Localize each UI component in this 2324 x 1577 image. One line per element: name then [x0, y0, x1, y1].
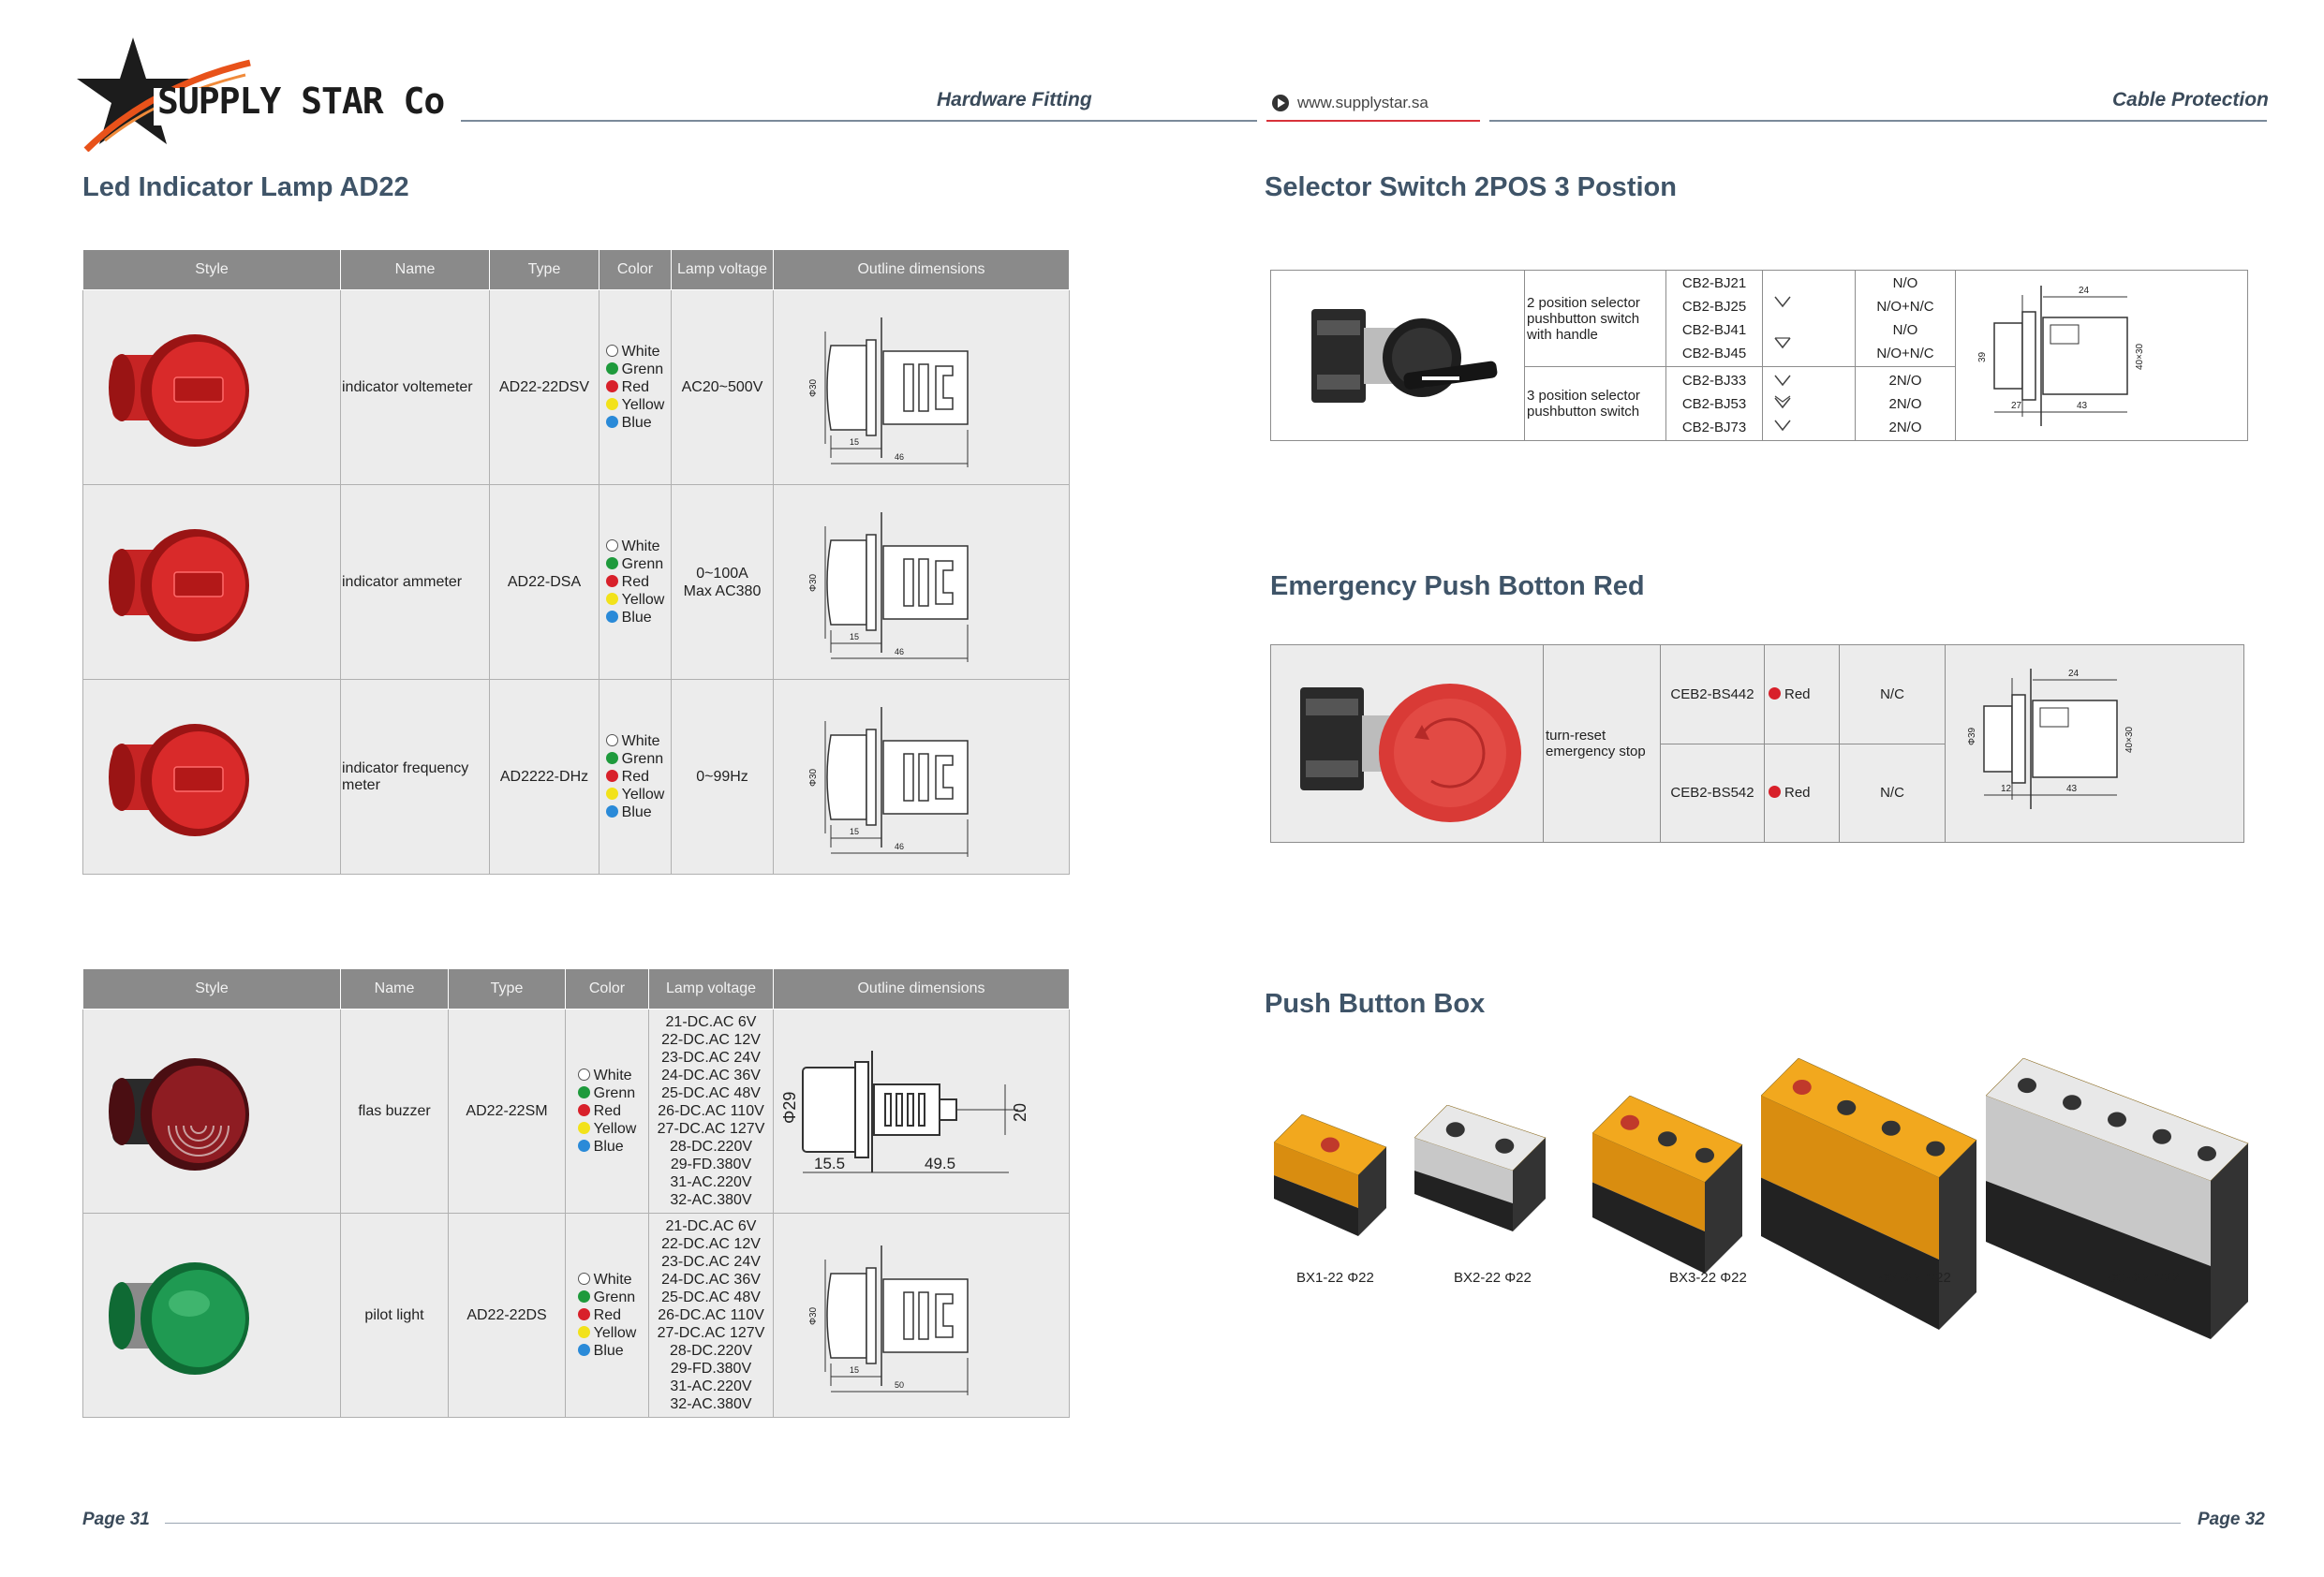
dimension-label: 43 — [2077, 400, 2088, 411]
list-line: 27-DC.AC 127V — [657, 1325, 765, 1341]
selector-section-title: Selector Switch 2POS 3 Postion — [1265, 172, 1677, 202]
selector-contacts-2pos — [1856, 271, 1956, 367]
dimension-label: 43 — [2066, 784, 2078, 794]
selector-symbols-3pos — [1763, 367, 1856, 441]
dimension-label: 15 — [850, 631, 860, 641]
push-button-box-label: BX5-22 Φ22 — [2102, 1270, 2180, 1286]
color-swatch-icon — [606, 593, 618, 605]
selector-outline-drawing — [1956, 271, 2248, 441]
color-option: Blue — [578, 1138, 637, 1156]
list-line: 23-DC.AC 24V — [661, 1254, 761, 1270]
product-type: AD22-22DS — [449, 1214, 566, 1418]
product-image-frequency — [83, 680, 341, 875]
selector-codes-2pos — [1666, 271, 1763, 367]
dimension-label: 20 — [1011, 1102, 1029, 1122]
list-line: N/O — [1892, 322, 1918, 338]
color-swatch-icon — [606, 752, 618, 764]
list-line: 24-DC.AC 36V — [661, 1272, 761, 1288]
color-option: Yellow — [606, 396, 665, 414]
emergency-color: Red — [1765, 744, 1840, 843]
color-swatch-icon — [578, 1140, 590, 1152]
list-line: CB2-BJ41 — [1681, 322, 1747, 338]
selector-symbols-2pos — [1763, 271, 1856, 367]
list-line: 21-DC.AC 6V — [665, 1218, 757, 1234]
color-option: Grenn — [606, 361, 665, 378]
emergency-code: CEB2-BS542 — [1661, 744, 1765, 843]
emergency-code: CEB2-BS442 — [1661, 645, 1765, 744]
dimension-label: 15 — [850, 1364, 860, 1375]
color-swatch-icon — [606, 575, 618, 587]
color-swatch-icon — [606, 611, 618, 623]
list-line: 26-DC.AC 110V — [658, 1307, 764, 1323]
dimension-label: Φ30 — [808, 378, 819, 397]
brand-name: SUPPLY STAR Co — [157, 81, 445, 122]
color-option: Red — [578, 1102, 637, 1120]
selector-contacts-3pos — [1856, 367, 1956, 441]
list-line: CB2-BJ33 — [1681, 372, 1747, 389]
push-button-box-label: BX2-22 Φ22 — [1454, 1270, 1532, 1286]
list-line: 2N/O — [1888, 372, 1922, 389]
color-option: Red — [606, 573, 665, 591]
list-line: 28-DC.220V — [669, 1139, 753, 1155]
table-row — [83, 1214, 1070, 1418]
list-line: N/O+N/C — [1876, 299, 1934, 315]
emergency-table — [1270, 644, 2244, 843]
color-option: Blue — [606, 414, 665, 432]
push-button-box-4 — [1761, 1058, 2005, 1349]
color-swatch-icon — [578, 1344, 590, 1356]
dimension-label: 15 — [850, 826, 860, 836]
selector-codes-3pos — [1666, 367, 1763, 441]
dimension-label: 39 — [1977, 351, 1988, 362]
col-color: Color — [600, 250, 672, 290]
dimension-label: 49.5 — [925, 1154, 956, 1172]
emergency-color: Red — [1765, 645, 1840, 744]
list-line: Max AC380 — [683, 582, 762, 599]
list-line: 27-DC.AC 127V — [657, 1121, 765, 1137]
lamp-voltage — [649, 1214, 774, 1418]
outline-drawing — [774, 1010, 1070, 1214]
dimension-label: 46 — [895, 451, 905, 462]
emergency-contact: N/C — [1840, 645, 1946, 744]
pushbox-section-title: Push Button Box — [1265, 989, 1486, 1019]
color-swatch-icon — [578, 1308, 590, 1320]
dimension-label: 40×30 — [2124, 726, 2135, 753]
lamp-voltage — [649, 1010, 774, 1214]
header-left-title: Hardware Fitting — [937, 89, 1092, 111]
dimension-label: 12 — [2001, 784, 2012, 794]
dimension-label: Φ30 — [808, 1306, 819, 1325]
color-swatch-icon — [606, 788, 618, 800]
outline-drawing — [774, 485, 1070, 680]
color-swatch-icon — [578, 1069, 590, 1081]
list-line: 29-FD.380V — [670, 1157, 752, 1172]
list-line: 22-DC.AC 12V — [661, 1236, 761, 1252]
color-swatch-icon — [606, 398, 618, 410]
col-type: Type — [449, 969, 566, 1010]
lamp-voltage — [672, 680, 774, 875]
color-option: Grenn — [578, 1084, 637, 1102]
selector-2pos-desc: 2 position selector pushbutton switch with handle — [1525, 271, 1666, 367]
list-line: 21-DC.AC 6V — [665, 1014, 757, 1030]
table-row — [83, 680, 1070, 875]
color-swatch-icon — [606, 734, 618, 746]
list-line: 2N/O — [1888, 395, 1922, 412]
col-name: Name — [341, 250, 490, 290]
color-option: Blue — [578, 1342, 637, 1360]
color-swatch-icon — [606, 416, 618, 428]
color-swatch-icon — [578, 1122, 590, 1134]
list-line: N/O+N/C — [1876, 346, 1934, 361]
website-arrow-glyph — [1278, 98, 1285, 108]
emergency-contact: N/C — [1840, 744, 1946, 843]
list-line: CB2-BJ21 — [1681, 275, 1747, 291]
product-name: indicator voltemeter — [341, 290, 490, 485]
dimension-label: Φ29 — [780, 1091, 799, 1124]
product-image-pilot — [83, 1214, 341, 1418]
list-line: AC20~500V — [681, 379, 763, 395]
dimension-label: 15 — [850, 436, 860, 447]
color-option: Red — [606, 378, 665, 396]
list-line: 26-DC.AC 110V — [658, 1103, 764, 1119]
selector-3pos-desc: 3 position selector pushbutton switch — [1525, 367, 1666, 441]
dimension-label: 15.5 — [814, 1154, 846, 1172]
color-swatch-icon — [606, 770, 618, 782]
dimension-label: 24 — [2068, 669, 2080, 679]
color-swatch-icon — [606, 362, 618, 375]
dimension-label: 40×30 — [2135, 343, 2145, 370]
led-table-1 — [82, 249, 1070, 875]
color-swatch-icon — [606, 557, 618, 569]
color-option: Yellow — [606, 591, 665, 609]
lamp-voltage — [672, 485, 774, 680]
col-type: Type — [490, 250, 600, 290]
outline-drawing — [774, 1214, 1070, 1418]
emergency-button-image — [1271, 645, 1544, 843]
list-line: N/O — [1892, 275, 1918, 291]
page-number-right: Page 32 — [2198, 1510, 2265, 1529]
color-list — [566, 1010, 649, 1214]
color-list — [600, 680, 672, 875]
color-option: White — [578, 1067, 637, 1084]
list-line: 31-AC.220V — [670, 1378, 752, 1394]
product-name: pilot light — [341, 1214, 449, 1418]
list-line: 28-DC.220V — [669, 1343, 753, 1359]
color-option: Grenn — [606, 750, 665, 768]
list-line: CB2-BJ53 — [1681, 395, 1747, 412]
color-option: Blue — [606, 609, 665, 626]
led-table-2 — [82, 968, 1070, 1418]
product-name: indicator frequency meter — [341, 680, 490, 875]
push-button-box-3 — [1592, 1096, 1770, 1292]
col-lamp-voltage: Lamp voltage — [649, 969, 774, 1010]
color-option: Grenn — [606, 555, 665, 573]
website-link[interactable]: www.supplystar.sa — [1297, 94, 1428, 111]
list-line: 32-AC.380V — [670, 1192, 752, 1208]
product-name: indicator ammeter — [341, 485, 490, 680]
col-lamp-voltage: Lamp voltage — [672, 250, 774, 290]
color-swatch-icon — [578, 1104, 590, 1116]
list-line: 2N/O — [1888, 419, 1922, 435]
push-button-box-label: BX1-22 Φ22 — [1296, 1270, 1374, 1286]
push-button-box-label: BX3-22 Φ22 — [1669, 1270, 1747, 1286]
dimension-label: 50 — [895, 1379, 905, 1390]
color-list — [600, 485, 672, 680]
list-line: 0~100A — [696, 565, 748, 582]
color-option: Red — [606, 768, 665, 786]
page-number-left: Page 31 — [82, 1510, 150, 1529]
dimension-label: 27 — [2011, 400, 2022, 411]
color-swatch-icon — [578, 1290, 590, 1303]
product-name: flas buzzer — [341, 1010, 449, 1214]
color-option: Red — [578, 1306, 637, 1324]
lamp-voltage — [672, 290, 774, 485]
color-swatch-icon — [606, 380, 618, 392]
color-option: White — [606, 343, 665, 361]
color-option: White — [606, 538, 665, 555]
color-option: White — [606, 732, 665, 750]
led-section-title: Led Indicator Lamp AD22 — [82, 172, 409, 202]
dimension-label: 24 — [2079, 285, 2090, 296]
color-swatch-icon — [606, 805, 618, 818]
header-right-title: Cable Protection — [2112, 89, 2269, 111]
product-type: AD22-22SM — [449, 1010, 566, 1214]
list-line: CB2-BJ73 — [1681, 419, 1747, 435]
color-swatch-icon — [578, 1326, 590, 1338]
list-line: 31-AC.220V — [670, 1174, 752, 1190]
dimension-label: Φ39 — [1967, 727, 1977, 745]
list-line: 23-DC.AC 24V — [661, 1050, 761, 1066]
list-line: 24-DC.AC 36V — [661, 1068, 761, 1083]
col-style: Style — [83, 250, 341, 290]
list-line: 32-AC.380V — [670, 1396, 752, 1412]
product-type: AD22-DSA — [490, 485, 600, 680]
col-name: Name — [341, 969, 449, 1010]
dimension-label: Φ30 — [808, 573, 819, 592]
color-option: Yellow — [578, 1324, 637, 1342]
col-outline: Outline dimensions — [774, 250, 1070, 290]
col-outline: Outline dimensions — [774, 969, 1070, 1010]
push-button-box-gallery — [1274, 1002, 2267, 1302]
table-row — [83, 290, 1070, 485]
dimension-label: 46 — [895, 841, 905, 851]
push-button-box-5 — [1986, 1058, 2276, 1358]
header-rule-right — [1489, 120, 2267, 122]
product-type: AD22-22DSV — [490, 290, 600, 485]
color-swatch-icon — [606, 345, 618, 357]
emergency-desc: turn-reset emergency stop — [1544, 645, 1661, 843]
list-line: 29-FD.380V — [670, 1361, 752, 1377]
selector-switch-image — [1271, 271, 1525, 441]
product-image-ammeter — [83, 485, 341, 680]
push-button-box-label: BX4-22 Φ22 — [1873, 1270, 1951, 1286]
color-option: White — [578, 1271, 637, 1289]
emergency-section-title: Emergency Push Botton Red — [1270, 571, 1645, 601]
header-rule-red — [1266, 120, 1480, 122]
footer-rule — [165, 1523, 2181, 1524]
product-type: AD2222-DHz — [490, 680, 600, 875]
list-line: 0~99Hz — [696, 769, 748, 785]
emergency-outline-drawing — [1946, 645, 2244, 843]
col-color: Color — [566, 969, 649, 1010]
color-swatch-icon — [578, 1273, 590, 1285]
push-button-box-2 — [1414, 1105, 1574, 1255]
color-option: Blue — [606, 803, 665, 821]
table-row — [83, 485, 1070, 680]
color-option: Grenn — [578, 1289, 637, 1306]
color-list — [600, 290, 672, 485]
push-button-box-1 — [1274, 1114, 1414, 1264]
color-option: Yellow — [578, 1120, 637, 1138]
selector-table — [1270, 270, 2248, 441]
dimension-label: 46 — [895, 646, 905, 656]
list-line: 25-DC.AC 48V — [661, 1085, 761, 1101]
color-swatch-icon — [606, 539, 618, 552]
outline-drawing — [774, 290, 1070, 485]
header-rule-left — [461, 120, 1257, 122]
dimension-label: Φ30 — [808, 768, 819, 787]
product-image-buzzer — [83, 1010, 341, 1214]
color-swatch-icon — [578, 1086, 590, 1098]
col-style: Style — [83, 969, 341, 1010]
color-list — [566, 1214, 649, 1418]
list-line: CB2-BJ45 — [1681, 346, 1747, 361]
product-image-voltmeter — [83, 290, 341, 485]
table-row — [83, 1010, 1070, 1214]
outline-drawing — [774, 680, 1070, 875]
list-line: 22-DC.AC 12V — [661, 1032, 761, 1048]
list-line: CB2-BJ25 — [1681, 299, 1747, 315]
color-option: Yellow — [606, 786, 665, 803]
list-line: 25-DC.AC 48V — [661, 1290, 761, 1305]
